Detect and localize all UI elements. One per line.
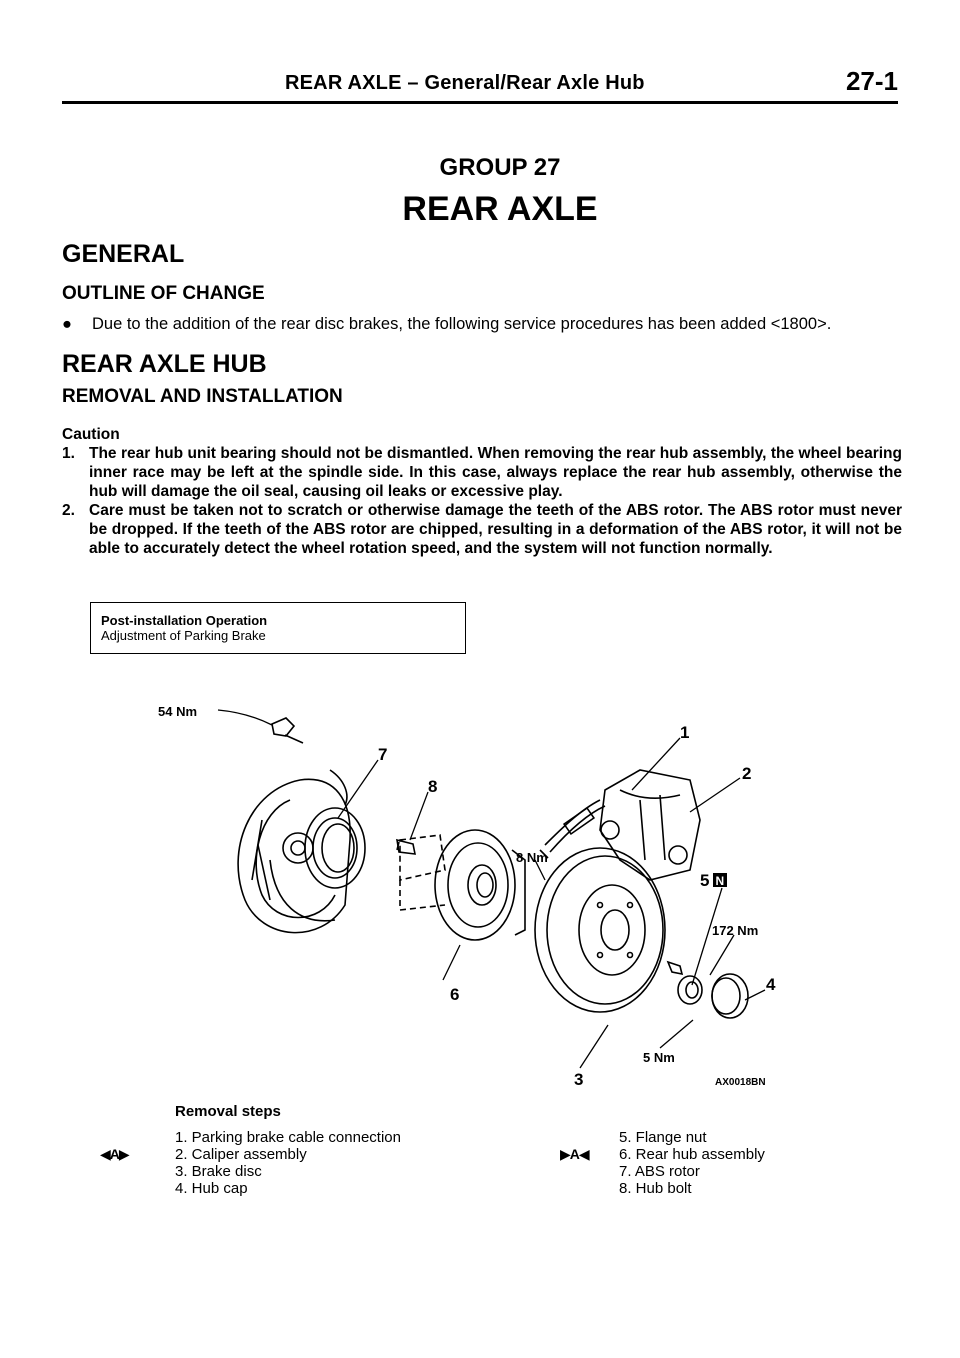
group-title: REAR AXLE bbox=[402, 190, 598, 228]
hub-cap-drawing bbox=[712, 974, 748, 1018]
service-mark-left: ◀A▶ bbox=[100, 1146, 129, 1162]
step-item: 8. Hub bolt bbox=[619, 1180, 692, 1197]
parking-cable-drawing bbox=[545, 800, 605, 852]
label-5: 5 bbox=[700, 871, 710, 890]
removal-steps-left bbox=[175, 1129, 401, 1197]
step-item: 3. Brake disc bbox=[175, 1163, 262, 1180]
label-torque-8: 8 Nm bbox=[516, 850, 548, 865]
label-6: 6 bbox=[450, 985, 460, 1004]
backing-plate-drawing bbox=[238, 770, 350, 933]
label-n-badge: N bbox=[715, 874, 725, 888]
page-number: 27-1 bbox=[845, 66, 898, 96]
abs-rotor-drawing bbox=[305, 808, 365, 888]
brake-disc-drawing bbox=[535, 848, 665, 1012]
leader-lines bbox=[218, 710, 765, 1068]
step-item: 5. Flange nut bbox=[619, 1129, 707, 1146]
label-2: 2 bbox=[742, 764, 752, 783]
label-torque-54: 54 Nm bbox=[158, 704, 198, 719]
label-torque-5: 5 Nm bbox=[643, 1050, 675, 1065]
post-installation-title: Post-installation Operation bbox=[101, 613, 268, 628]
label-torque-172: 172 Nm bbox=[712, 923, 759, 938]
removal-steps-title: Removal steps bbox=[175, 1103, 281, 1120]
subheading-removal-installation: REMOVAL AND INSTALLATION bbox=[62, 386, 343, 407]
caution-text: The rear hub unit bearing should not be dismantled. When removing the rear hub assembly, the wheel bearing inner race may be left at the spindle side. In this case, always replace the rear hub assembly, otherwise the hub will damage the oil seal, causing oil leaks or excessive play. bbox=[89, 445, 902, 500]
rear-hub-drawing bbox=[400, 830, 525, 940]
subheading-outline-of-change: OUTLINE OF CHANGE bbox=[62, 283, 265, 304]
group-label: GROUP 27 bbox=[439, 154, 561, 181]
running-header-title: REAR AXLE – General/Rear Axle Hub bbox=[285, 72, 645, 94]
label-3: 3 bbox=[574, 1070, 584, 1089]
removal-steps-right bbox=[619, 1129, 765, 1197]
step-item: 7. ABS rotor bbox=[619, 1163, 700, 1180]
service-mark-right: ▶A◀ bbox=[560, 1146, 589, 1162]
post-installation-item: Adjustment of Parking Brake bbox=[101, 628, 266, 643]
step-item: 4. Hub cap bbox=[175, 1180, 248, 1197]
step-item: 2. Caliper assembly bbox=[175, 1146, 307, 1163]
caliper-drawing bbox=[600, 770, 700, 880]
label-1: 1 bbox=[680, 723, 690, 742]
caution-label: Caution bbox=[62, 426, 120, 443]
caution-number: 2. bbox=[62, 502, 75, 519]
bullet-icon: ● bbox=[62, 315, 72, 333]
outline-bullet-text: Due to the addition of the rear disc brakes, the following service procedures has been added <1800>. bbox=[92, 315, 832, 333]
section-heading-rear-axle-hub: REAR AXLE HUB bbox=[62, 350, 267, 378]
label-8: 8 bbox=[428, 777, 438, 796]
label-7: 7 bbox=[378, 745, 388, 764]
step-item: 1. Parking brake cable connection bbox=[175, 1129, 401, 1146]
figure-code: AX0018BN bbox=[715, 1077, 766, 1088]
label-4: 4 bbox=[766, 975, 776, 994]
caution-number: 1. bbox=[62, 445, 75, 462]
section-heading-general: GENERAL bbox=[62, 240, 185, 268]
step-item: 6. Rear hub assembly bbox=[619, 1146, 765, 1163]
backing-bolt-drawing bbox=[272, 718, 303, 743]
caution-text: Care must be taken not to scratch or otherwise damage the teeth of the ABS rotor. The ABS rotor must never be dropped. If the teeth of the ABS rotor are chipped, resulting in a deformation of the ABS rotor, it will not be able to accurately detect the wheel rotation speed, and the system will not function normally. bbox=[89, 502, 902, 557]
